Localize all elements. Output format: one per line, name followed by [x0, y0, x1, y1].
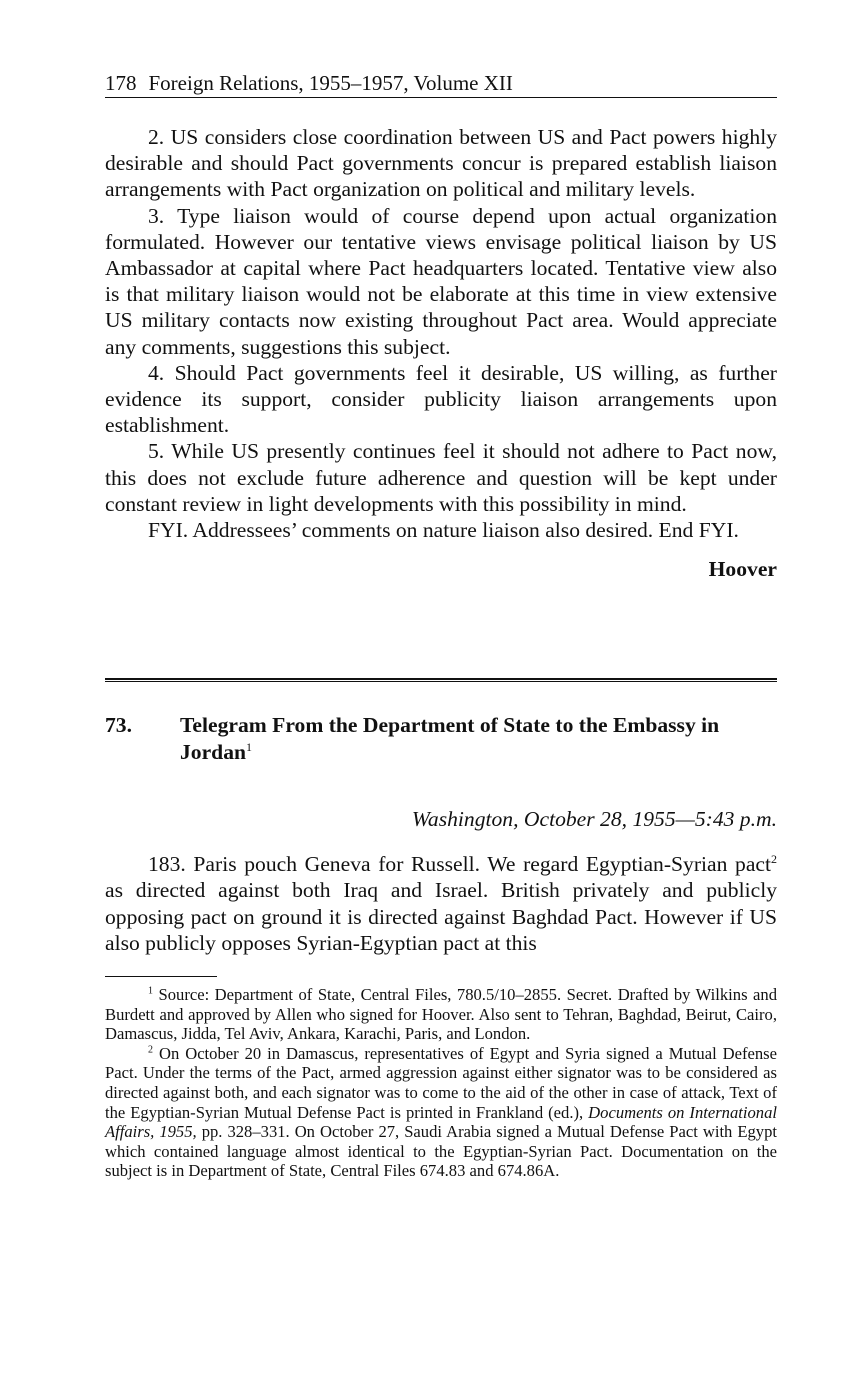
footnote-text: Source: Department of State, Central Files, 780.5/10–2855. Secret. Drafted by Wilkins and Burdett and approved by Allen who signed for Hoover. Also sent to Tehran, Baghdad, Beirut, Cairo, Damascus, Jidda, Tel Aviv, Ankara, Karachi, Paris, and London. [105, 985, 777, 1044]
body-text: 183. Paris pouch Geneva for Russell. We regard Egyptian-Syrian pact [148, 852, 771, 877]
dateline: Washington, October 28, 1955—5:43 p.m. [411, 807, 777, 832]
footnote [105, 985, 777, 1044]
paragraph: 3. Type liaison would of course depend upon actual organization formulated. However our tentative views envisage political liaison by US Ambassador at capital where Pact headquarters located. Tentative view also is that military liaison would not be elaborate at this time in view extensive US military contacts now existing throughout Pact area. Would appreciate any comments, suggestions this subject. [105, 203, 777, 359]
paragraph: 4. Should Pact governments feel it desirable, US willing, as further evidence its support, consider publicity liaison arrangements upon establishment. [105, 360, 777, 438]
footnote-text: On October 20 in Damascus, representatives of Egypt and Syria signed a Mutual Defense Pact. Under the terms of the Pact, armed aggression against either signator was to be considered as directed against both, and each signator was to come to the aid of the other in case of attack, Text of the Egyptian-Syrian Mutual Defense Pact is printed in Frankland (ed.), [105, 1043, 777, 1122]
document-body [105, 851, 777, 956]
paragraph [105, 851, 777, 956]
footnote-citation: Documents on International Affairs, 1955, [105, 1102, 777, 1142]
page-number: 178 [105, 71, 137, 95]
footnote-text: pp. 328–331. On October 27, Saudi Arabia signed a Mutual Defense Pact with Egypt which contained language almost identical to the Egyptian-Syrian Pact. Documentation on the subject is in Department of State, Central Files 674.83 and 674.86A. [105, 1122, 778, 1181]
footnote-rule [105, 976, 217, 977]
footnote-marker: 2 [148, 1044, 153, 1056]
footnote-ref: 1 [246, 740, 252, 755]
body-text: as directed against both Iraq and Israel. British privately and publicly opposing pact on ground it is directed against Baghdad Pact. However if US also publicly opposes Syrian-Egyptian pact at this [105, 878, 777, 955]
footnote-marker: 1 [148, 985, 153, 997]
section-divider [105, 678, 777, 682]
paragraph: 5. While US presently continues feel it should not adhere to Pact now, this does not exclude future adherence and question will be kept under constant review in light developments with this possibility in mind. [105, 439, 777, 516]
signature: Hoover [708, 557, 777, 582]
paragraph: FYI. Addressees’ comments on nature liaison also desired. End FYI. [148, 518, 739, 543]
document-heading [105, 712, 777, 766]
document-title [180, 712, 777, 766]
running-head [105, 70, 777, 98]
document-title-text: Telegram From the Department of State to the Embassy in Jordan [180, 713, 720, 765]
footnote-ref: 2 [771, 852, 777, 867]
footnotes [105, 985, 777, 1181]
page [105, 70, 777, 1181]
paragraph: 2. US considers close coordination between US and Pact powers highly desirable and should Pact governments concur is prepared establish liaison arrangements with Pact organization on political and military levels. [105, 125, 777, 202]
footnote [105, 1044, 777, 1181]
document-number: 73. [105, 713, 132, 738]
volume-title: Foreign Relations, 1955–1957, Volume XII [148, 71, 513, 95]
previous-document-text [105, 124, 777, 543]
